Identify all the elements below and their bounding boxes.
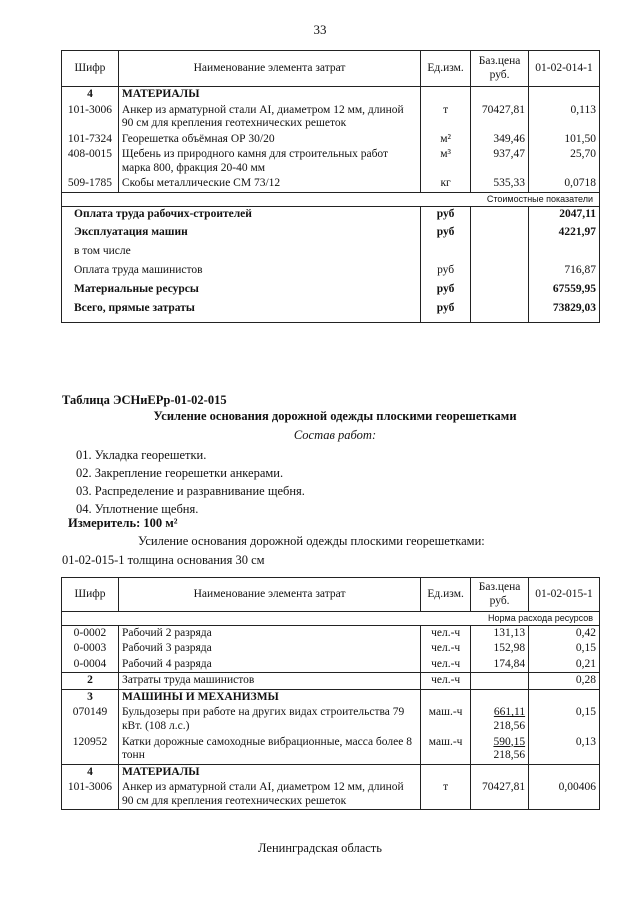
table-row: 0-0002 Рабочий 2 разряда чел.-ч 131,13 0,42: [62, 625, 600, 641]
machine-price: 661,11: [493, 706, 526, 719]
header-code: Шифр: [62, 578, 119, 612]
table-subtitle: Усиление основания дорожной одежды плоскими георешетками: [153, 409, 517, 423]
cost-indicators-label: Стоимостные показатели: [62, 192, 600, 206]
section-number: 3: [62, 689, 119, 705]
header-norm-code: 01-02-015-1: [529, 578, 600, 612]
section-title: МАШИНЫ И МЕХАНИЗМЫ: [118, 689, 420, 705]
header-price: Баз.цена руб.: [471, 578, 529, 612]
work-composition-heading: Состав работ:: [293, 428, 377, 442]
header-price: Баз.цена руб.: [471, 51, 529, 87]
table-row: 101-3006 Анкер из арматурной стали AI, диаметром 12 мм, длиной 90 см для крепления геотехнических решеток т 70427,81 0,00406: [62, 780, 600, 810]
resource-table-01-02-015: [61, 577, 600, 810]
header-norm-code: 01-02-014-1: [529, 51, 600, 87]
table-title: Таблица ЭСНиЕРр-01-02-015: [62, 393, 227, 407]
table-row: 0-0004 Рабочий 4 разряда чел.-ч 174,84 0,21: [62, 657, 600, 673]
table-row: 2 Затраты труда машинистов чел.-ч 0,28: [62, 673, 600, 690]
operator-wage: 218,56: [493, 719, 526, 732]
header-name: Наименование элемента затрат: [118, 578, 420, 612]
table-row: 101-3006 Анкер из арматурной стали AI, диаметром 12 мм, длиной 90 см для крепления геотехнических решеток т 70427,81 0,113: [62, 103, 600, 132]
cost-row: Материальные ресурсы руб 67559,95: [62, 282, 600, 301]
header-unit: Ед.изм.: [421, 578, 471, 612]
norm-label: Норма расхода ресурсов: [62, 612, 600, 626]
list-item: 04. Уплотнение щебня.: [76, 502, 199, 516]
table-row: 120952 Катки дорожные самоходные вибрационные, масса более 8 тонн маш.-ч 590,15 218,56 0,13: [62, 735, 600, 765]
cost-row: Оплата труда машинистов руб 716,87: [62, 263, 600, 282]
section-title: МАТЕРИАЛЫ: [118, 87, 420, 103]
table-row: 101-7324 Георешетка объёмная ОР 30/20 м² 349,46 101,50: [62, 132, 600, 148]
header-unit: Ед.изм.: [421, 51, 471, 87]
variant-code: 01-02-015-1 толщина основания 30 см: [62, 553, 265, 567]
list-item: 03. Распределение и разравнивание щебня.: [76, 484, 305, 498]
cost-row: в том числе: [62, 244, 600, 263]
machine-price: 590,15: [493, 735, 526, 748]
operator-wage: 218,56: [493, 749, 526, 762]
list-item: 02. Закрепление георешетки анкерами.: [76, 466, 284, 480]
table-row: 509-1785 Скобы металлические СМ 73/12 кг 535,33 0,0718: [62, 176, 600, 192]
cost-row: Оплата труда рабочих-строителей руб 2047,11: [62, 206, 600, 225]
list-item: 01. Укладка георешетки.: [76, 448, 207, 462]
page-footer: Ленинградская область: [258, 841, 382, 855]
variant-description: Усиление основания дорожной одежды плоскими георешетками:: [138, 534, 485, 548]
page-number: 33: [313, 22, 327, 37]
section-title: МАТЕРИАЛЫ: [118, 764, 420, 780]
section-number: 4: [62, 764, 119, 780]
cost-row: Всего, прямые затраты руб 73829,03: [62, 301, 600, 322]
header-name: Наименование элемента затрат: [118, 51, 420, 87]
cost-row: Эксплуатация машин руб 4221,97: [62, 225, 600, 244]
resource-table-01-02-014: [61, 50, 600, 323]
section-number: 4: [62, 87, 119, 103]
work-list: [76, 446, 305, 518]
header-code: Шифр: [62, 51, 119, 87]
table-row: 070149 Бульдозеры при работе на других видах строительства 79 кВт. (108 л.с.) маш.-ч 661,11 218,56 0,15: [62, 705, 600, 734]
table-row: 0-0003 Рабочий 3 разряда чел.-ч 152,98 0,15: [62, 641, 600, 657]
table-row: 408-0015 Щебень из природного камня для строительных работ марка 800, фракция 20-40 мм м³ 937,47 25,70: [62, 147, 600, 176]
measurement-unit: Измеритель: 100 м²: [68, 516, 178, 530]
